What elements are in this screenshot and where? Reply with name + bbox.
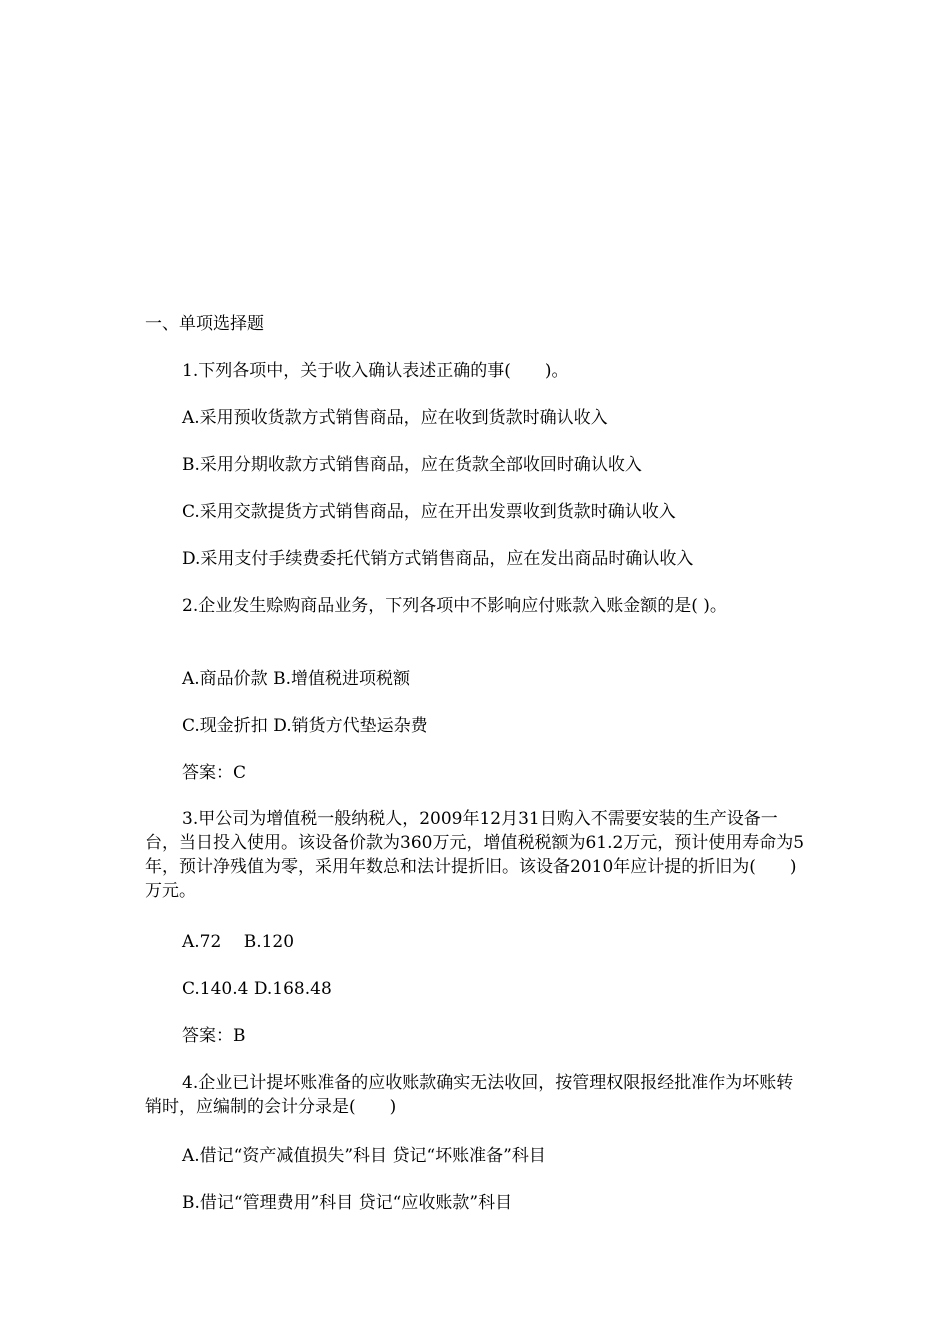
question-4-option-a: A.借记“资产减值损失”科目 贷记“坏账准备”科目	[182, 1146, 546, 1166]
question-3-options-cd: C.140.4 D.168.48	[182, 979, 332, 999]
question-4-stem: 4.企业已计提坏账准备的应收账款确实无法收回，按管理权限报经批准作为坏账转销时，应编制的会计分录是( )	[145, 1073, 794, 1117]
section-title: 一、单项选择题	[145, 314, 264, 334]
question-1-option-c: C.采用交款提货方式销售商品，应在开出发票收到货款时确认收入	[182, 502, 676, 522]
question-1-option-a: A.采用预收货款方式销售商品，应在收到货款时确认收入	[182, 408, 608, 428]
question-2-options-ab: A.商品价款 B.增值税进项税额	[182, 669, 410, 689]
question-3-stem: 3.甲公司为增值税一般纳税人，2009年12月31日购入不需要安装的生产设备一台，当日投入使用。该设备价款为360万元，增值税税额为61.2万元，预计使用寿命为5年，预计净残值为零，采用年数总和法计提折旧。该设备2010年应计提的折旧为( )万元。	[145, 809, 805, 901]
question-4-option-b: B.借记“管理费用”科目 贷记“应收账款”科目	[182, 1193, 513, 1213]
question-1-option-d: D.采用支付手续费委托代销方式销售商品，应在发出商品时确认收入	[182, 549, 694, 569]
question-3-answer: 答案：B	[182, 1026, 246, 1046]
question-3-options-ab: A.72 B.120	[182, 932, 295, 952]
question-2-options-cd: C.现金折扣 D.销货方代垫运杂费	[182, 716, 428, 736]
question-2-stem: 2.企业发生赊购商品业务，下列各项中不影响应付账款入账金额的是( )。	[182, 596, 727, 616]
question-1-stem: 1.下列各项中，关于收入确认表述正确的事( )。	[182, 361, 569, 381]
question-1-option-b: B.采用分期收款方式销售商品，应在货款全部收回时确认收入	[182, 455, 642, 475]
question-2-answer: 答案：C	[182, 763, 247, 783]
